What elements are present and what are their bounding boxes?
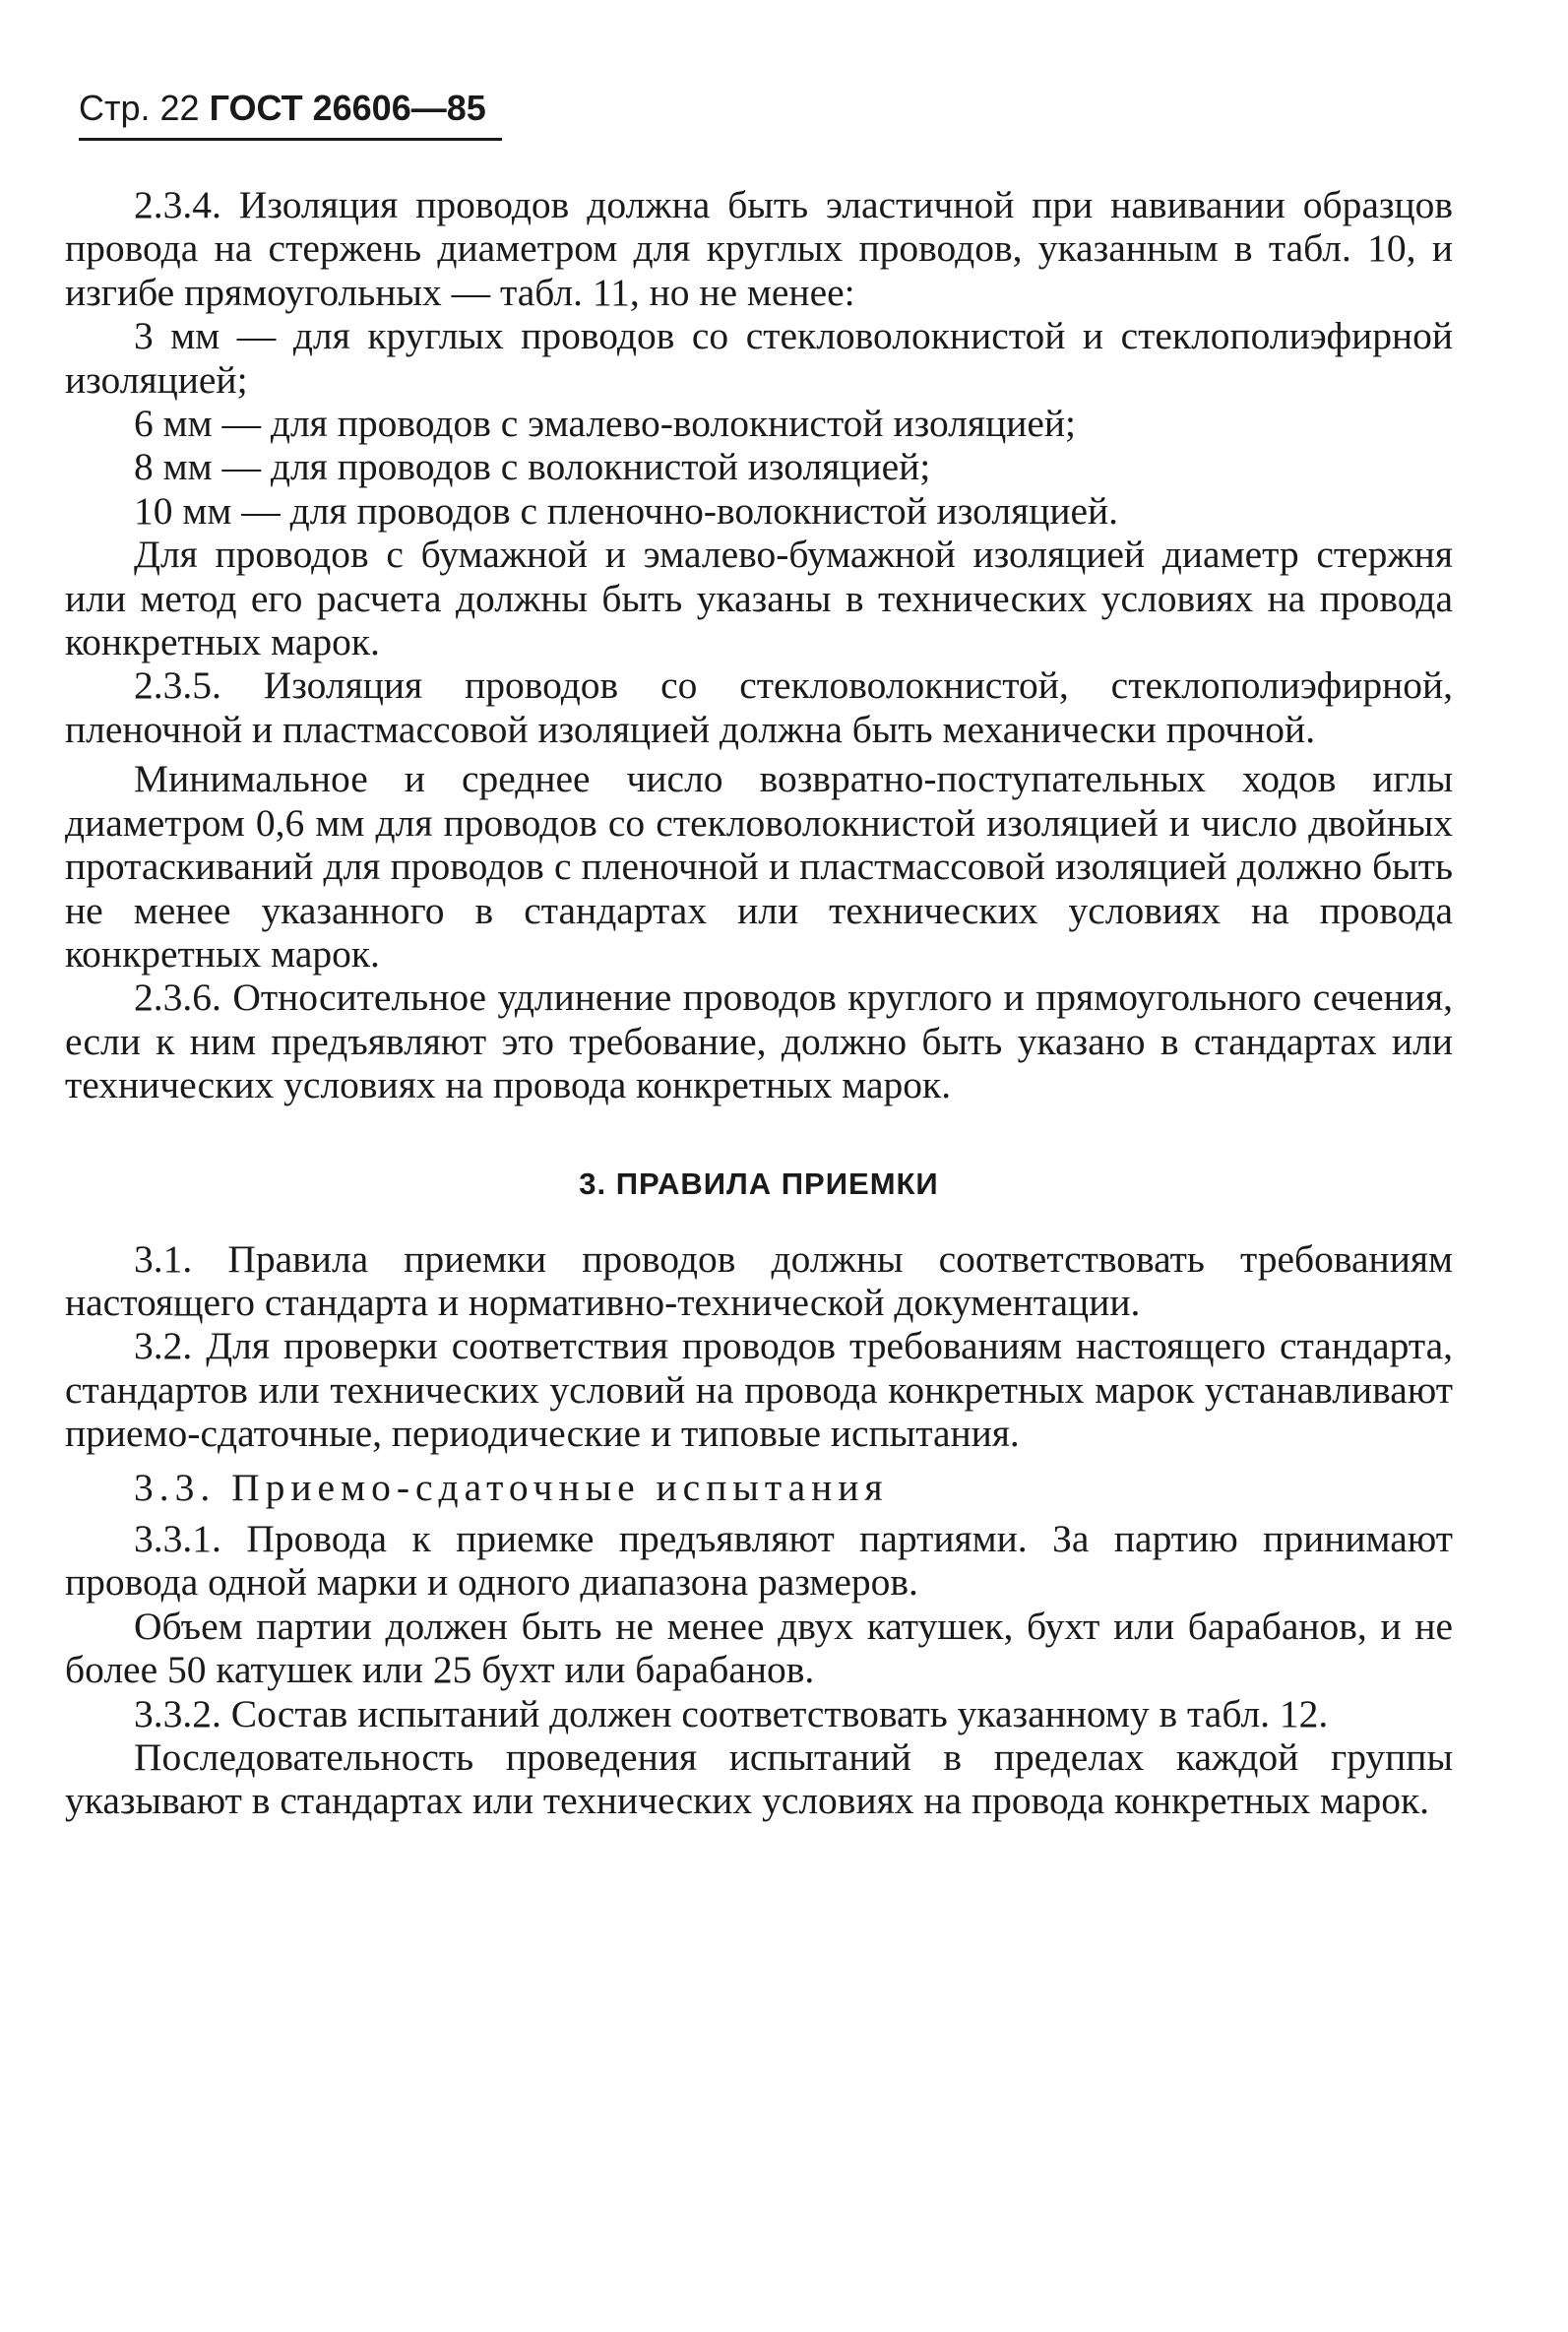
clause-3-3-2-sequence: Последовательность проведения испытаний в пределах каждой группы указывают в стандартах или технических условиях на провода конкретных марок.: [65, 1735, 1453, 1823]
page-header: [79, 79, 502, 141]
clause-3-2: 3.2. Для проверки соответствия проводов требованиям настоящего стандарта, стандартов или технических условий на провода конкретных марок устанавливают приемо-сдаточные, периодические и типовые испытания.: [65, 1324, 1453, 1456]
clause-2-3-5-needle-strokes: Минимальное и среднее число возвратно-поступательных ходов иглы диаметром 0,6 мм для проводов со стекловолокнистой изоляцией и число двойных протаскиваний для проводов с пленочной и пластмассовой изоляцией должно быть не менее указанного в стандартах или технических условиях на провода конкретных марок.: [65, 757, 1453, 976]
list-item-6mm: 6 мм — для проводов с эмалево-волокнистой изоляцией;: [134, 402, 1076, 446]
clause-3-3-2: 3.3.2. Состав испытаний должен соответствовать указанному в табл. 12.: [134, 1691, 1329, 1735]
clause-2-3-5: 2.3.5. Изоляция проводов со стекловолокнистой, стеклополиэфирной, пленочной и пластмассовой изоляцией должна быть механически прочной.: [65, 663, 1453, 751]
clause-2-3-4: 2.3.4. Изоляция проводов должна быть эластичной при навивании образцов провода на стержень диаметром для круглых проводов, указанным в табл. 10, и изгибе прямоугольных — табл. 11, но не менее:: [65, 183, 1453, 314]
document-body: [65, 183, 1453, 1823]
clause-2-3-6: 2.3.6. Относительное удлинение проводов круглого и прямоугольного сечения, если к ним предъявляют это требование, должно быть указано в стандартах или технических условиях на провода конкретных марок.: [65, 976, 1453, 1107]
clause-2-3-4-paper-insulation: Для проводов с бумажной и эмалево-бумажной изоляцией диаметр стержня или метод его расчета должны быть указаны в технических условиях на провода конкретных марок.: [65, 533, 1453, 664]
clause-3-1: 3.1. Правила приемки проводов должны соответствовать требованиям настоящего стандарта и нормативно-технической документации.: [65, 1236, 1453, 1324]
subsection-title: 3.3. Приемо-сдаточные испытания: [134, 1465, 889, 1509]
clause-3-3-1-batch-volume: Объем партии должен быть не менее двух катушек, бухт или барабанов, и не более 50 катушек или 25 бухт или барабанов.: [65, 1604, 1453, 1692]
list-item-3mm: 3 мм — для круглых проводов со стекловолокнистой и стеклополиэфирной изоляцией;: [65, 314, 1453, 402]
clause-3-3-1: 3.3.1. Провода к приемке предъявляют партиями. За партию принимают провода одной марки и одного диапазона размеров.: [65, 1516, 1453, 1605]
page-number: Стр. 22: [79, 88, 200, 128]
list-item-8mm: 8 мм — для проводов с волокнистой изоляцией;: [134, 445, 931, 489]
section-title: 3. ПРАВИЛА ПРИЕМКИ: [579, 1166, 939, 1201]
standard-number: ГОСТ 26606—85: [209, 88, 486, 128]
list-item-10mm: 10 мм — для проводов с пленочно-волокнистой изоляцией.: [134, 488, 1119, 533]
